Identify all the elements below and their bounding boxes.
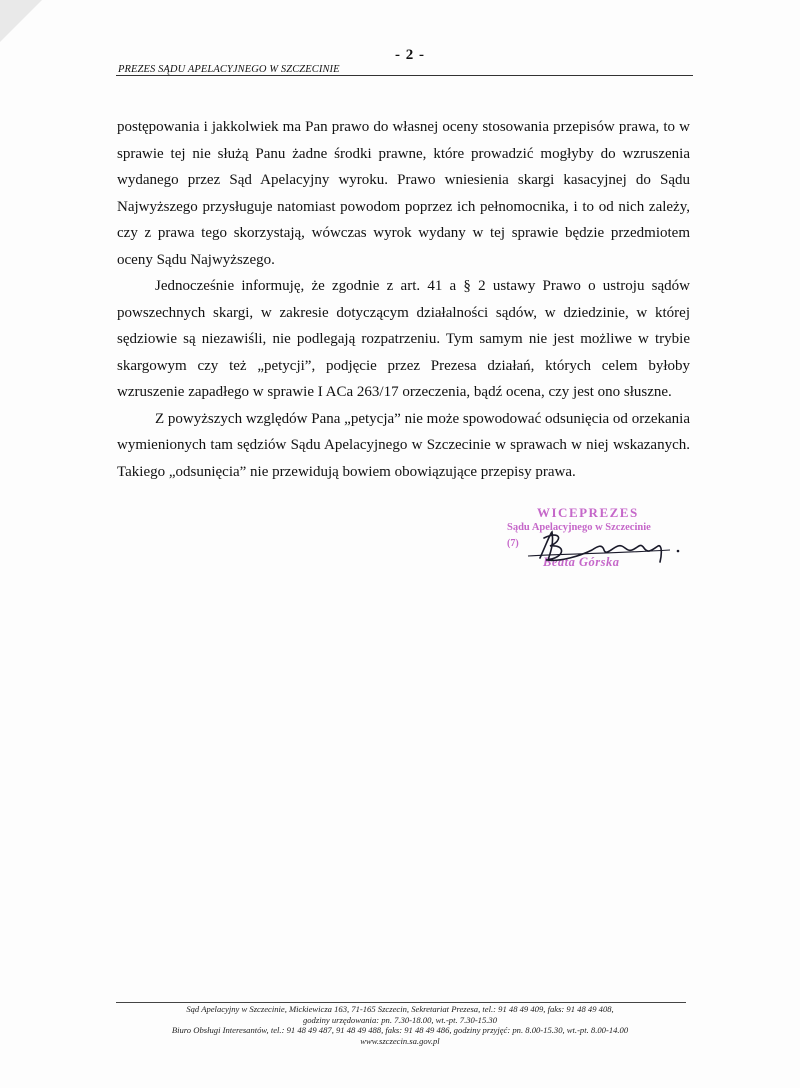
stamp-name: Beata Górska [543,555,620,569]
header-divider [116,75,693,76]
letterhead-title: PREZES SĄDU APELACYJNEGO W SZCZECINIE [118,64,340,75]
footer-line-1: Sąd Apelacyjny w Szczecinie, Mickiewicza 163, 71-165 Szczecin, Sekretariat Prezesa, tel.: 91 48 49 409, faks: 91 48 49 408, [186,1004,614,1014]
footer-line-4: www.szczecin.sa.gov.pl [360,1035,440,1046]
handwritten-signature [520,520,690,570]
footer-line-3: Biuro Obsługi Interesantów, tel.: 91 48 49 487, 91 48 49 488, faks: 91 48 49 486, godziny przyjęć: pn. 8.00-15.30, wt.-pt. 8.00-14.00 [171,1025,629,1035]
letter-body [117,114,690,485]
footer-contact [100,1004,700,1046]
stamp-title: WICEPREZES [537,505,639,520]
stamp-number: (7) [507,538,519,549]
footer-divider [116,1002,686,1003]
footer-line-2: godziny urzędowania: pn. 7.30-18.00, wt.-pt. 7.30-15.30 [302,1014,498,1025]
folded-corner [0,0,42,42]
paragraph-2: Jednocześnie informuję, że zgodnie z art. 41 a § 2 ustawy Prawo o ustroju sądów powszechnych skargi, w zakresie dotyczącym działalności sądów, w dziedzinie, w której sędziowie są niezawiśli, nie podlegają rozpatrzeniu. Tym samym nie jest możliwe w trybie skargowym czy też „petycji”, podjęcie przez Prezesa działań, których celem byłoby wzruszenie zapadłego w sprawie I ACa 263/17 orzeczenia, bądź ocena, czy jest ono słuszne. [117,278,690,400]
paragraph-1: postępowania i jakkolwiek ma Pan prawo do własnej oceny stosowania przepisów prawa, to w sprawie tej nie służą Panu żadne środki prawne, które prowadzić mogłyby do wzruszenia wydanego przez Sąd Apelacyjny wyroku. Prawo wniesienia skargi kasacyjnej do Sądu Najwyższego przysługuje natomiast powodom poprzez ich pełnomocnika, i to od nich zależy, czy z prawa tego skorzystają, wówczas wyrok wydany w tej sprawie będzie przedmiotem oceny Sądu Najwyższego. [117,119,690,268]
stamp-court: Sądu Apelacyjnego w Szczecinie [507,522,651,533]
page-number: - 2 - [395,47,425,63]
paragraph-3: Z powyższych względów Pana „petycja” nie może spowodować odsunięcia od orzekania wymienionych tam sędziów Sądu Apelacyjnego w Szczecinie w sprawach w niej wskazanych. Takiego „odsunięcia” nie przewidują bowiem obowiązujące przepisy prawa. [117,410,690,480]
